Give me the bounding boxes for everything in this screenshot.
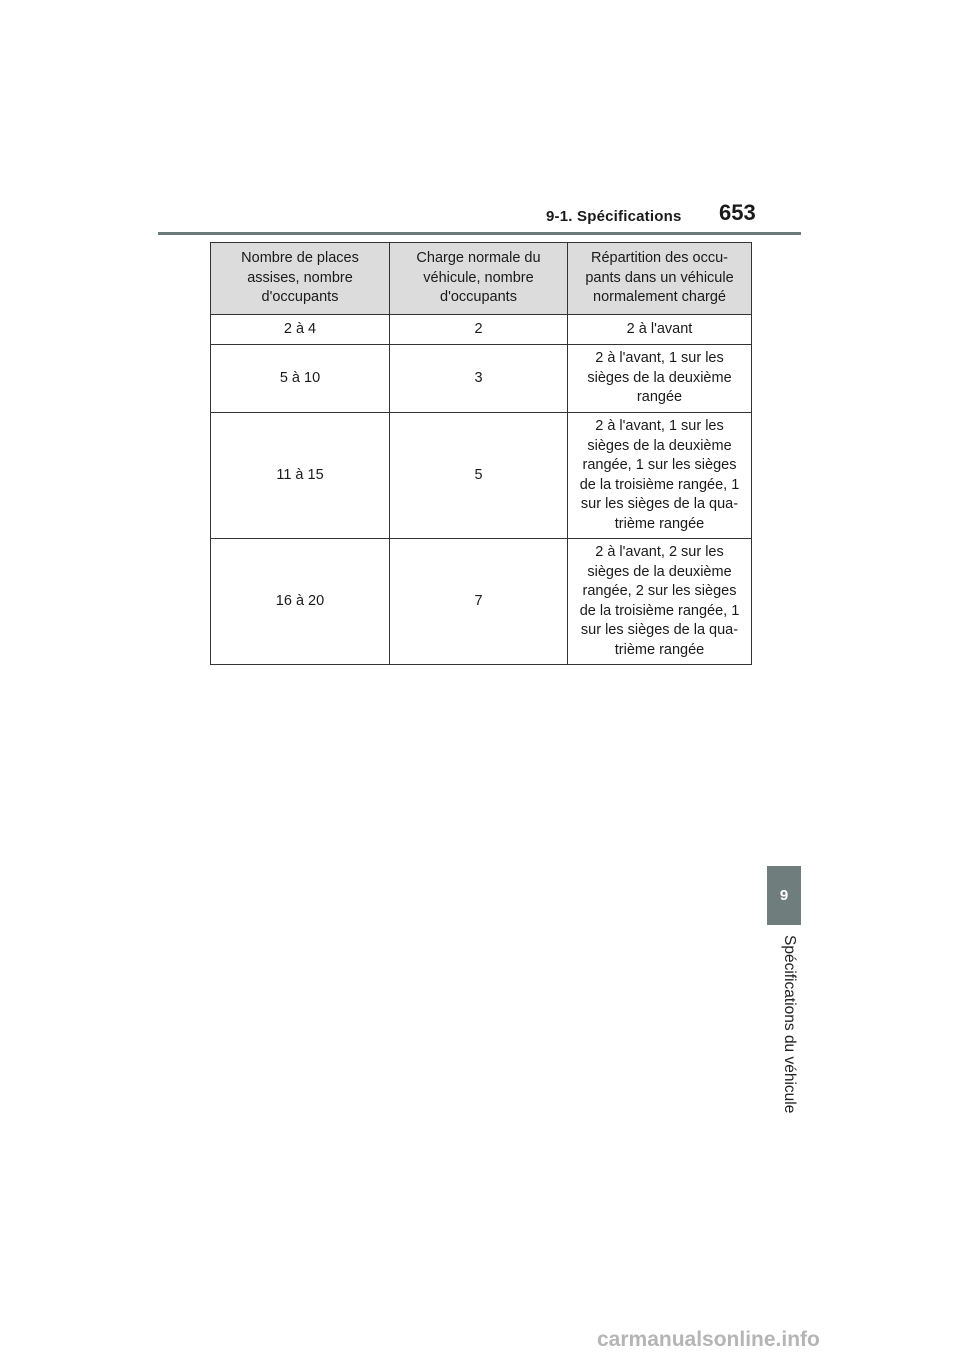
table-row	[211, 413, 752, 539]
chapter-side-label: Spécifications du véhicule	[781, 935, 798, 1114]
table-row	[211, 315, 752, 345]
table-header-row	[211, 243, 752, 315]
table-cell: 7	[390, 539, 568, 665]
table-cell: 2 à l'avant, 2 sur les sièges de la deuxième rangée, 2 sur les sièges de la troisième rangée, 1 sur les sièges de la qua- trième rangée	[568, 539, 752, 665]
chapter-tab	[767, 866, 801, 925]
header-divider	[158, 232, 801, 235]
section-title: 9-1. Spécifications	[546, 208, 682, 225]
occupant-distribution-table	[210, 242, 752, 665]
table-cell: 3	[390, 345, 568, 413]
page-number: 653	[719, 200, 756, 225]
table-cell: 2 à l'avant, 1 sur les sièges de la deuxième rangée	[568, 345, 752, 413]
column-header-normal-load: Charge normale du véhicule, nombre d'occupants	[390, 243, 568, 315]
table-cell: 5 à 10	[211, 345, 390, 413]
table-cell: 2 à l'avant	[568, 315, 752, 345]
watermark: carmanualsonline.info	[597, 1328, 820, 1351]
column-header-seating: Nombre de places assises, nombre d'occupants	[211, 243, 390, 315]
table-cell: 5	[390, 413, 568, 539]
table-row	[211, 539, 752, 665]
table-row	[211, 345, 752, 413]
table-cell: 16 à 20	[211, 539, 390, 665]
table-cell: 11 à 15	[211, 413, 390, 539]
table-cell: 2 à l'avant, 1 sur les sièges de la deuxième rangée, 1 sur les sièges de la troisième rangée, 1 sur les sièges de la qua- trième rangée	[568, 413, 752, 539]
table-cell: 2 à 4	[211, 315, 390, 345]
chapter-number: 9	[779, 887, 789, 904]
column-header-distribution: Répartition des occu- pants dans un véhicule normalement chargé	[568, 243, 752, 315]
table-cell: 2	[390, 315, 568, 345]
